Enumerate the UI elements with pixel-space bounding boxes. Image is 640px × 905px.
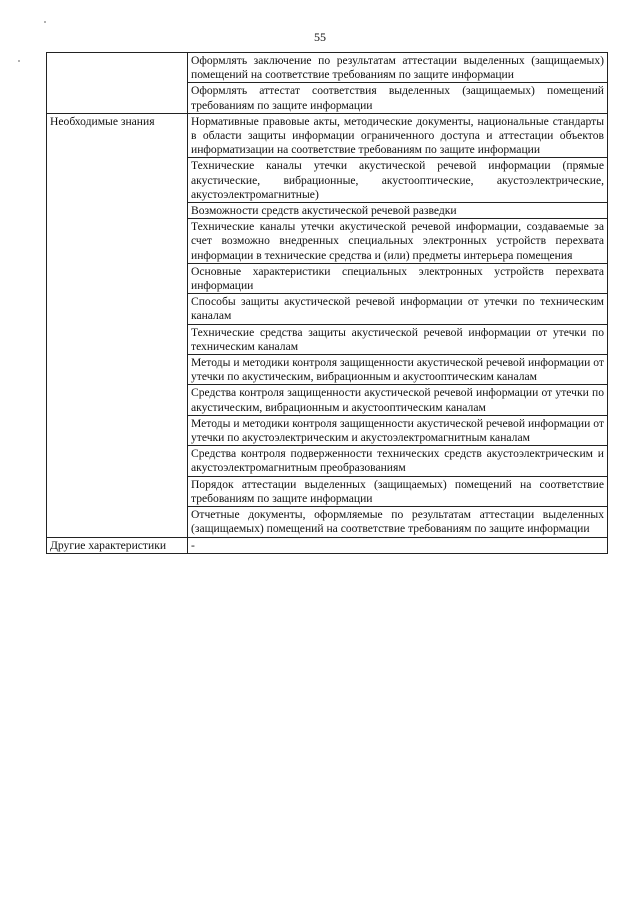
section-item: Возможности средств акустической речевой разведки — [188, 203, 608, 219]
section-item: Средства контроля подверженности технических средств акустоэлектрическим и акустоэлектромагнитным преобразованиям — [188, 446, 608, 476]
section-item: Средства контроля защищенности акустической речевой информации от утечки по акустическим, вибрационным и акустооптическим каналам — [188, 385, 608, 415]
section-item: Оформлять аттестат соответствия выделенных (защищаемых) помещений требованиям по защите информации — [188, 83, 608, 113]
table-row — [47, 113, 608, 158]
scan-speck — [44, 21, 46, 23]
section-item: Технические средства защиты акустической речевой информации от утечки по техническим каналам — [188, 324, 608, 354]
page-number: 55 — [314, 30, 326, 44]
section-item: Методы и методики контроля защищенности акустической речевой информации от утечки по акустическим, вибрационным и акустооптическим каналам — [188, 355, 608, 385]
section-item: Технические каналы утечки акустической речевой информации, создаваемые за счет возможно внедренных специальных электронных устройств перехвата информации в технические средства и (или) предметы интерьера помещения — [188, 219, 608, 264]
section-item: Методы и методики контроля защищенности акустической речевой информации от утечки по акустоэлектрическим и акустоэлектромагнитным каналам — [188, 415, 608, 445]
section-label — [47, 53, 188, 114]
section-item: Способы защиты акустической речевой информации от утечки по техническим каналам — [188, 294, 608, 324]
requirements-table — [46, 52, 608, 554]
section-label: Другие характеристики — [47, 537, 188, 553]
table-row — [47, 537, 608, 553]
section-item: Порядок аттестации выделенных (защищаемых) помещений на соответствие требованиям по защите информации — [188, 476, 608, 506]
scan-speck — [18, 60, 20, 62]
section-item: Основные характеристики специальных электронных устройств перехвата информации — [188, 263, 608, 293]
section-item: Нормативные правовые акты, методические документы, национальные стандарты в области защиты информации ограниченного доступа и аттестации объектов информатизации на соответствие требованиям по защите информации — [188, 113, 608, 158]
table-row — [47, 53, 608, 83]
section-item: Технические каналы утечки акустической речевой информации (прямые акустические, вибрационные, акустооптические, акустоэлектрические, акустоэлектромагнитные) — [188, 158, 608, 203]
section-item: Отчетные документы, оформляемые по результатам аттестации выделенных (защищаемых) помещений на соответствие требованиям по защите информации — [188, 507, 608, 537]
section-item: - — [188, 537, 608, 553]
section-label: Необходимые знания — [47, 113, 188, 537]
section-item: Оформлять заключение по результатам аттестации выделенных (защищаемых) помещений на соответствие требованиям по защите информации — [188, 53, 608, 83]
